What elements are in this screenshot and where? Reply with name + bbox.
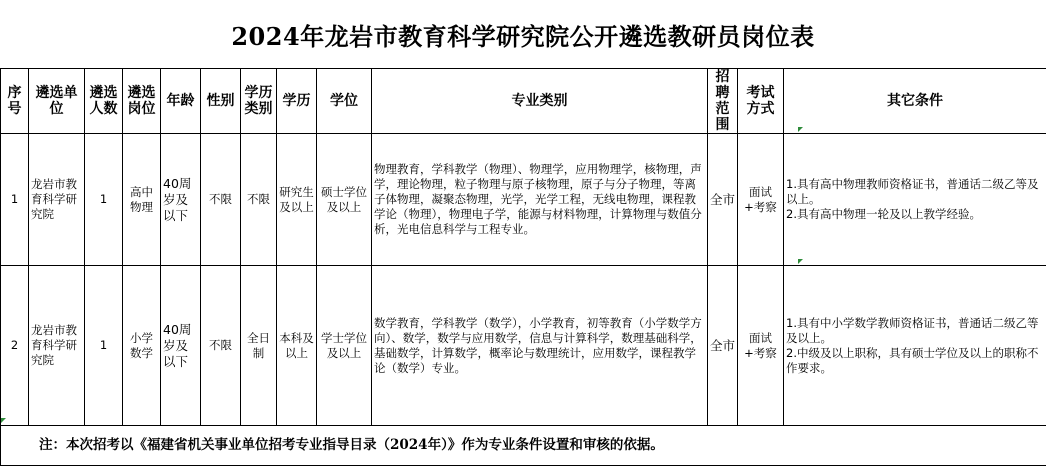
cell-seq[interactable]: 2 (1, 266, 29, 426)
header-unit: 遴选单位 (29, 69, 85, 134)
cell-degree-type[interactable]: 全日制 (241, 266, 277, 426)
cell-scope[interactable]: 全市 (708, 266, 738, 426)
header-age: 年龄 (161, 69, 201, 134)
cell-exam[interactable]: 面试+考察 (738, 134, 784, 266)
cell-academic-degree[interactable]: 硕士学位及以上 (317, 134, 372, 266)
positions-table (0, 68, 1046, 466)
cell-education[interactable]: 本科及以上 (277, 266, 317, 426)
cell-unit[interactable]: 龙岩市教育科学研究院 (29, 266, 85, 426)
header-other: 其它条件 (784, 69, 1046, 134)
cell-count[interactable]: 1 (85, 266, 123, 426)
header-count: 遴选人数 (85, 69, 123, 134)
cell-post[interactable]: 小学数学 (123, 266, 161, 426)
cell-age[interactable]: 40周岁及以下 (161, 134, 201, 266)
cell-major[interactable]: 数学教育，学科教学（数学），小学教育，初等教育（小学数学方向）、数学，数学与应用数学，信息与计算科学，数理基础科学，基础数学，计算数学，概率论与数理统计，应用数学，课程教学论（数学）专业。 (372, 266, 708, 426)
table-row (1, 134, 1046, 266)
note-row (1, 426, 1046, 466)
cell-gender[interactable]: 不限 (201, 266, 241, 426)
cell-comment-marker (798, 127, 803, 132)
header-degree-type: 学历类别 (241, 69, 277, 134)
footnote[interactable]: 注：本次招考以《福建省机关事业单位招考专业指导目录（2024年）》作为专业条件设置和审核的依据。 (1, 426, 1046, 466)
header-academic-degree: 学位 (317, 69, 372, 134)
cell-other[interactable]: 1.具有中小学数学教师资格证书，普通话二级乙等及以上。 2.中级及以上职称，具有硕士学位及以上的职称不作要求。 (784, 266, 1046, 426)
table-title: 2024年龙岩市教育科学研究院公开遴选教研员岗位表 (0, 0, 1046, 68)
header-post: 遴选岗位 (123, 69, 161, 134)
header-education: 学历 (277, 69, 317, 134)
header-gender: 性别 (201, 69, 241, 134)
cell-exam[interactable]: 面试+考察 (738, 266, 784, 426)
header-major: 专业类别 (372, 69, 708, 134)
header-seq: 序号 (1, 69, 29, 134)
cell-comment-marker (798, 259, 803, 264)
cell-comment-marker (1, 418, 6, 423)
cell-scope[interactable]: 全市 (708, 134, 738, 266)
cell-major[interactable]: 物理教育，学科教学（物理）、物理学，应用物理学，核物理，声学，理论物理，粒子物理与原子核物理，原子与分子物理，等离子体物理，凝聚态物理，光学，光学工程，无线电物理，课程教学论（物理），物理电子学，能源与材料物理，计算物理与数值分析，光电信息科学与工程专业。 (372, 134, 708, 266)
cell-academic-degree[interactable]: 学士学位及以上 (317, 266, 372, 426)
cell-age[interactable]: 40周岁及以下 (161, 266, 201, 426)
table-row (1, 266, 1046, 426)
header-exam: 考试方式 (738, 69, 784, 134)
cell-count[interactable]: 1 (85, 134, 123, 266)
cell-unit[interactable]: 龙岩市教育科学研究院 (29, 134, 85, 266)
cell-seq[interactable]: 1 (1, 134, 29, 266)
cell-gender[interactable]: 不限 (201, 134, 241, 266)
cell-other[interactable]: 1.具有高中物理教师资格证书，普通话二级乙等及以上。 2.具有高中物理一轮及以上教学经验。 (784, 134, 1046, 266)
header-scope: 招聘范围 (708, 69, 738, 134)
header-row (1, 69, 1046, 134)
cell-post[interactable]: 高中物理 (123, 134, 161, 266)
cell-degree-type[interactable]: 不限 (241, 134, 277, 266)
cell-education[interactable]: 研究生及以上 (277, 134, 317, 266)
